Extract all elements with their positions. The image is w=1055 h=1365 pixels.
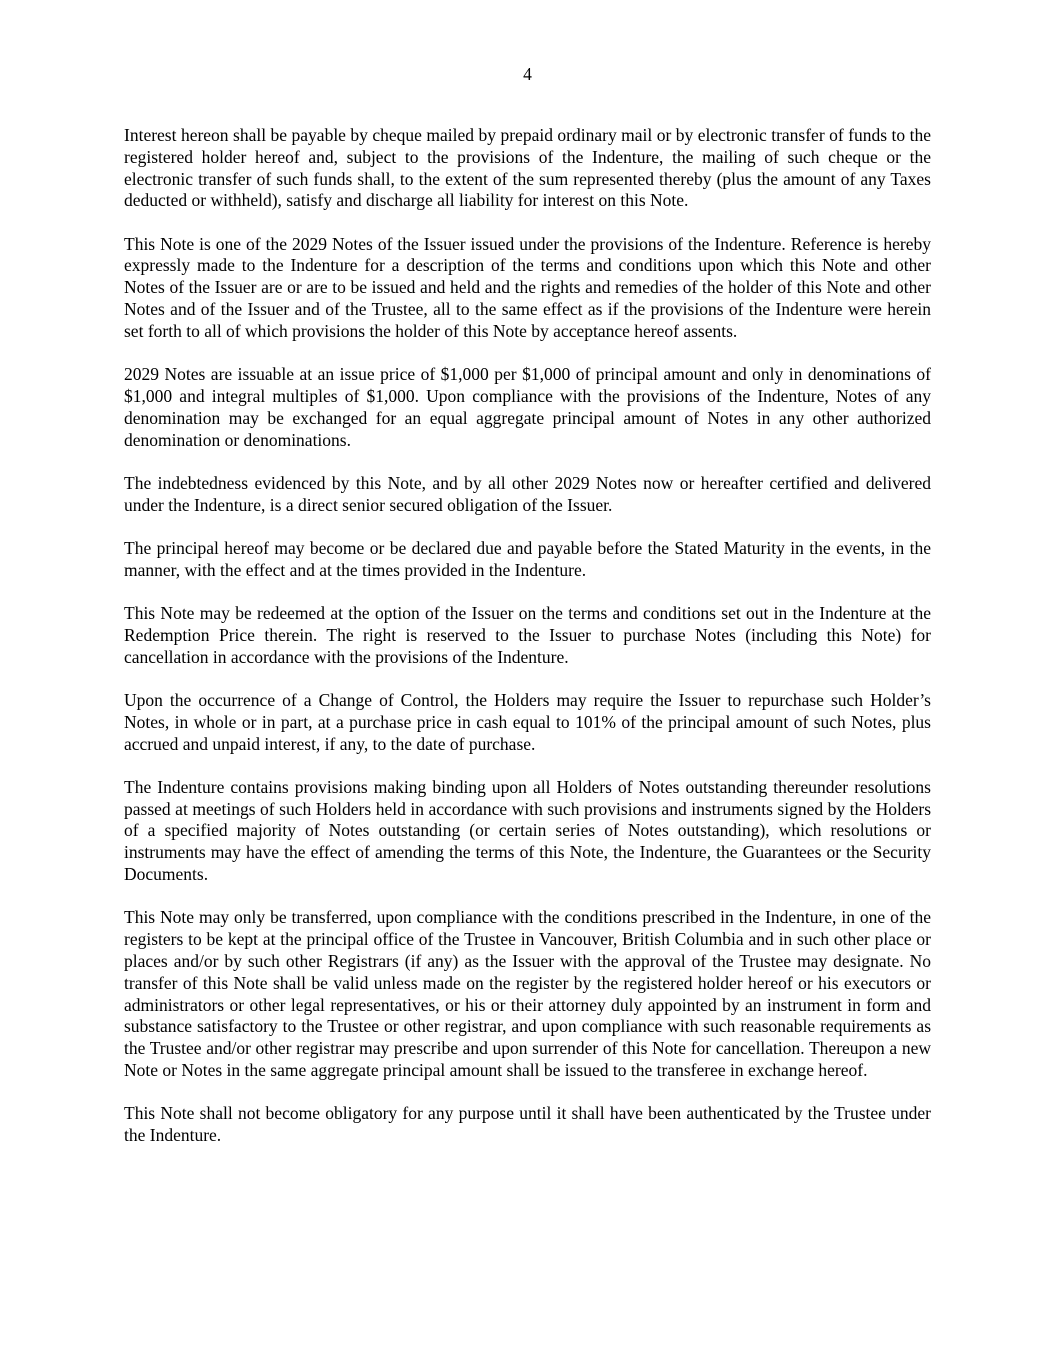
paragraph-note-description: This Note is one of the 2029 Notes of the Issuer issued under the provisions of the Indenture. Reference is hereby expressly made to the Indenture for a description of the terms and conditions upon which this Note and other Notes of the Issuer are or are to be issued and held and the rights and remedies of the holder of this Note and other Notes and of the Issuer and of the Trustee, all to the same effect as if the provisions of the Indenture were herein set forth to all of which provisions the holder of this Note by acceptance hereof assents. (124, 233, 931, 341)
paragraph-denominations: 2029 Notes are issuable at an issue price of $1,000 per $1,000 of principal amount and only in denominations of $1,000 and integral multiples of $1,000. Upon compliance with the provisions of the Indenture, Notes of any denomination may be exchanged for an equal aggregate principal amount of Notes in any other authorized denomination or denominations. (124, 364, 931, 450)
paragraph-holder-resolutions: The Indenture contains provisions making binding upon all Holders of Notes outstanding thereunder resolutions passed at meetings of such Holders held in accordance with such provisions and instruments signed by the Holders of a specified majority of Notes outstanding (or certain series of Notes outstanding), which resolutions or instruments may have the effect of amending the terms of this Note, the Indenture, the Guarantees or the Security Documents. (124, 776, 931, 885)
paragraph-redemption: This Note may be redeemed at the option of the Issuer on the terms and conditions set out in the Indenture at the Redemption Price therein. The right is reserved to the Issuer to purchase Notes (including this Note) for cancellation in accordance with the provisions of the Indenture. (124, 603, 931, 667)
paragraph-acceleration: The principal hereof may become or be declared due and payable before the Stated Maturity in the events, in the manner, with the effect and at the times provided in the Indenture. (124, 537, 931, 580)
paragraph-change-of-control: Upon the occurrence of a Change of Control, the Holders may require the Issuer to repurchase such Holder’s Notes, in whole or in part, at a purchase price in cash equal to 101% of the principal amount of such Notes, plus accrued and unpaid interest, if any, to the date of purchase. (124, 689, 931, 754)
page-number: 4 (523, 64, 532, 84)
paragraph-authentication: This Note shall not become obligatory for any purpose until it shall have been authenticated by the Trustee under the Indenture. (124, 1103, 931, 1145)
paragraph-interest-payment: Interest hereon shall be payable by cheque mailed by prepaid ordinary mail or by electronic transfer of funds to the registered holder hereof and, subject to the provisions of the Indenture, the mailing of such cheque or the electronic transfer of such funds shall, to the extent of the sum represented thereby (plus the amount of any Taxes deducted or withheld), satisfy and discharge all liability for interest on this Note. (124, 125, 931, 211)
paragraph-transfer: This Note may only be transferred, upon compliance with the conditions prescribed in the Indenture, in one of the registers to be kept at the principal office of the Trustee in Vancouver, British Columbia and in such other place or places and/or by such other Registrars (if any) as the Issuer with the approval of the Trustee may designate. No transfer of this Note shall be valid unless made on the register by the registered holder hereof or his executors or administrators or other legal representatives, or his or their attorney duly appointed by an instrument in form and substance satisfactory to the Trustee or other registrar, and upon compliance with such reasonable requirements as the Trustee and/or other registrar may prescribe and upon surrender of this Note for cancellation. Thereupon a new Note or Notes in the same aggregate principal amount shall be issued to the transferee in exchange hereof. (124, 907, 931, 1080)
paragraph-indebtedness: The indebtedness evidenced by this Note, and by all other 2029 Notes now or hereafter certified and delivered under the Indenture, is a direct senior secured obligation of the Issuer. (124, 472, 931, 515)
document-body (124, 125, 931, 1168)
